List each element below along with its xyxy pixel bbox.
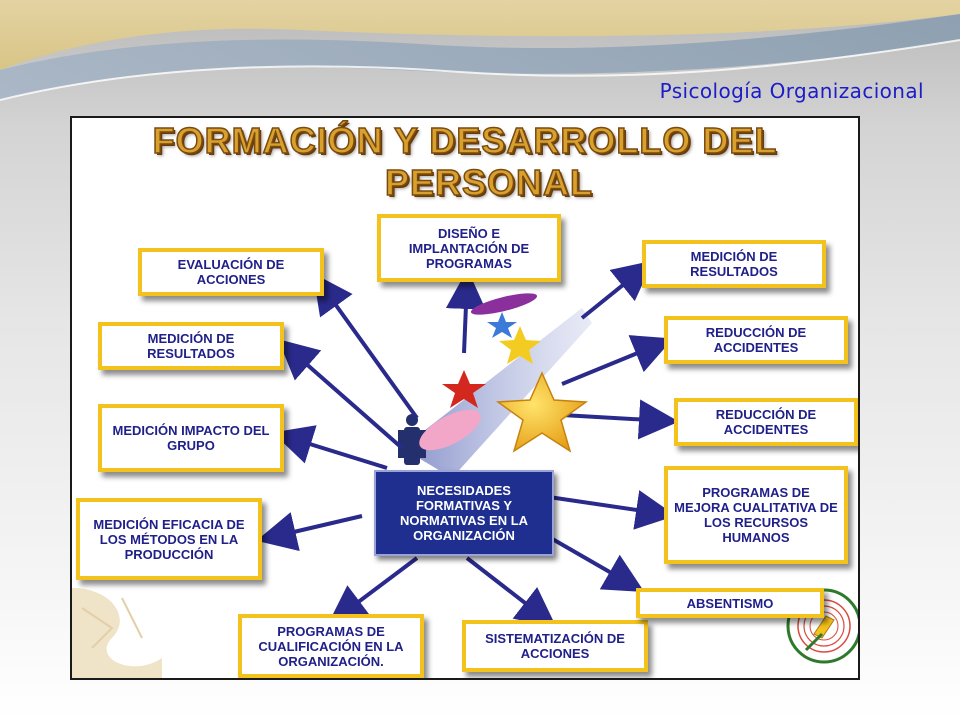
diagram-frame	[70, 116, 860, 680]
node-impacto-grupo: MEDICIÓN IMPACTO DEL GRUPO	[98, 404, 284, 472]
node-reduccion-accidentes-2: REDUCCIÓN DE ACCIDENTES	[674, 398, 858, 446]
purple-ellipse	[469, 289, 538, 319]
blue-star	[487, 312, 517, 338]
node-diseno: DISEÑO E IMPLANTACIÓN DE PROGRAMAS	[377, 214, 561, 282]
node-reduccion-accidentes-1: REDUCCIÓN DE ACCIDENTES	[664, 316, 848, 364]
node-eficacia-metodos: MEDICIÓN EFICACIA DE LOS MÉTODOS EN LA PRODUCCIÓN	[76, 498, 262, 580]
diagram-title-line2: PERSONAL	[384, 162, 594, 203]
node-medicion-resultados-right: MEDICIÓN DE RESULTADOS	[642, 240, 826, 288]
node-mejora-cualitativa: PROGRAMAS DE MEJORA CUALITATIVA DE LOS RECURSOS HUMANOS	[664, 466, 848, 564]
center-node: NECESIDADES FORMATIVAS Y NORMATIVAS EN LA ORGANIZACIÓN	[374, 470, 554, 556]
node-medicion-resultados-left: MEDICIÓN DE RESULTADOS	[98, 322, 284, 370]
diagram-title-line1: FORMACIÓN Y DESARROLLO DEL	[152, 120, 778, 161]
node-evaluacion: EVALUACIÓN DE ACCIONES	[138, 248, 324, 296]
ornament-left	[72, 588, 162, 678]
node-absentismo: ABSENTISMO	[636, 588, 824, 618]
node-sistematizacion: SISTEMATIZACIÓN DE ACCIONES	[462, 620, 648, 672]
header-title: Psicología Organizacional	[659, 79, 924, 103]
node-cualificacion: PROGRAMAS DE CUALIFICACIÓN EN LA ORGANIZACIÓN.	[238, 614, 424, 678]
